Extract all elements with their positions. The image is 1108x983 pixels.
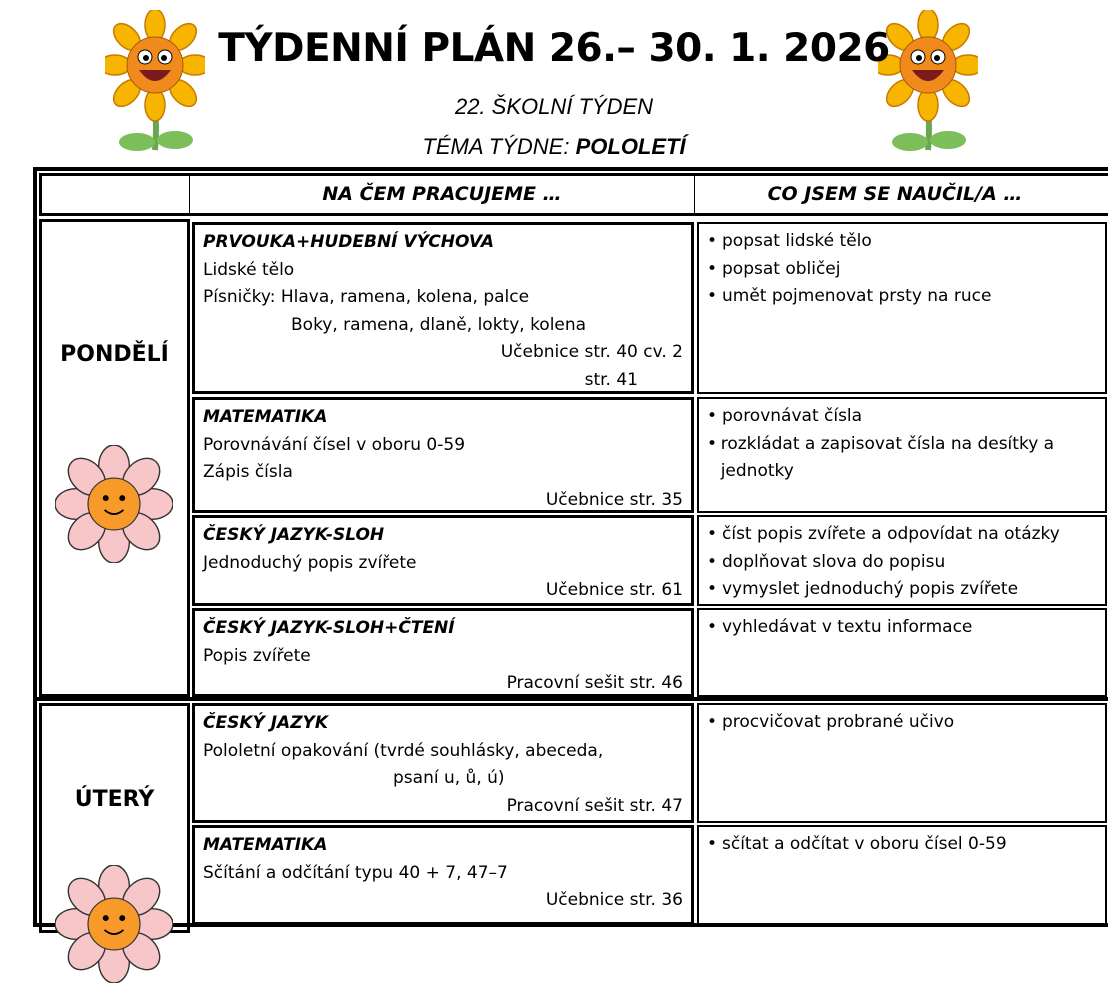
week-number: 22. ŠKOLNÍ TÝDEN [454, 94, 654, 119]
goal-item: • procvičovat probrané učivo [707, 709, 1097, 737]
goals-cell [697, 515, 1107, 606]
bullet-icon: • [707, 258, 718, 279]
column-header-work: NA ČEM PRACUJEME … [322, 183, 562, 205]
goal-item: • doplňovat slova do popisu [707, 549, 1097, 577]
goal-item: • vymyslet jednoduchý popis zvířete [707, 576, 1097, 604]
activity-line: Zápis čísla [203, 462, 293, 482]
activity-line: Pololetní opakování (tvrdé souhlásky, abeceda, [203, 740, 604, 761]
column-header-learned: CO JSEM SE NAUČIL/A … [767, 183, 1023, 205]
goal-item: • sčítat a odčítat v oboru čísel 0-59 [707, 831, 1097, 859]
subject-cell [192, 608, 694, 697]
page-title: TÝDENNÍ PLÁN 26.– 30. 1. 2026 [218, 26, 890, 71]
goal-item: • rozkládat a zapisovat čísla na desítky a jednotky [707, 431, 1097, 486]
pink-flower-icon [55, 445, 173, 563]
subject-cell [192, 825, 694, 925]
day-label: PONDĚLÍ [60, 342, 169, 367]
subject-name: ČESKÝ JAZYK [203, 713, 329, 733]
page-reference: Učebnice str. 61 [545, 580, 683, 600]
activity-line: Jednoduchý popis zvířete [203, 552, 417, 573]
activity-line: Sčítání a odčítání typu 40 + 7, 47–7 [203, 862, 508, 883]
page-reference: Učebnice str. 35 [545, 489, 683, 510]
goal-item: • popsat obličej [707, 256, 1097, 284]
goal-item: • číst popis zvířete a odpovídat na otázky [707, 521, 1097, 549]
week-theme [0, 134, 1108, 160]
bullet-icon: • [707, 286, 718, 306]
goals-cell [697, 825, 1107, 925]
activity-line: Lidské tělo [203, 259, 295, 280]
goal-item: • popsat lidské tělo [707, 228, 1097, 256]
activity-line: Písničky: Hlava, ramena, kolena, palce [203, 287, 530, 307]
bullet-icon: • [707, 433, 718, 454]
bullet-icon: • [707, 524, 718, 544]
page-reference: Pracovní sešit str. 47 [506, 795, 683, 816]
subject-name: ČESKÝ JAZYK-SLOH [203, 525, 385, 545]
goal-item: • umět pojmenovat prsty na ruce [707, 283, 1097, 311]
pink-flower-icon [55, 865, 173, 983]
bullet-icon: • [707, 834, 718, 854]
subject-name: PRVOUKA+HUDEBNÍ VÝCHOVA [203, 232, 494, 252]
bullet-icon: • [707, 406, 718, 426]
activity-line: Boky, ramena, dlaně, lokty, kolena [291, 314, 587, 335]
page-reference: Učebnice str. 36 [545, 890, 683, 910]
subject-cell [192, 515, 694, 606]
subject-name: MATEMATIKA [203, 835, 328, 855]
bullet-icon: • [707, 579, 718, 599]
page-reference: Pracovní sešit str. 46 [506, 673, 683, 693]
subject-cell [192, 703, 694, 823]
goal-item: • vyhledávat v textu informace [707, 614, 1097, 642]
goals-cell [697, 222, 1107, 394]
goal-item: • porovnávat čísla [707, 403, 1097, 431]
subject-cell [192, 222, 694, 394]
activity-line: Porovnávání čísel v oboru 0-59 [203, 434, 466, 455]
day-label: ÚTERÝ [74, 787, 155, 812]
bullet-icon: • [707, 231, 718, 251]
page-reference: Učebnice str. 40 cv. 2 [500, 342, 683, 362]
subject-name: MATEMATIKA [203, 407, 328, 427]
activity-line: psaní u, ů, ú) [393, 768, 505, 788]
bullet-icon: • [707, 617, 718, 637]
subject-name: ČESKÝ JAZYK-SLOH+ČTENÍ [203, 618, 455, 638]
goals-cell [697, 608, 1107, 697]
page-reference: str. 41 [584, 369, 638, 390]
activity-line: Popis zvířete [203, 645, 311, 666]
bullet-icon: • [707, 551, 718, 572]
theme-value: POLOLETÍ [575, 134, 686, 159]
goals-cell [697, 397, 1107, 513]
bullet-icon: • [707, 712, 718, 732]
subject-cell [192, 397, 694, 513]
goals-cell [697, 703, 1107, 823]
theme-label: TÉMA TÝDNE: [422, 134, 576, 159]
